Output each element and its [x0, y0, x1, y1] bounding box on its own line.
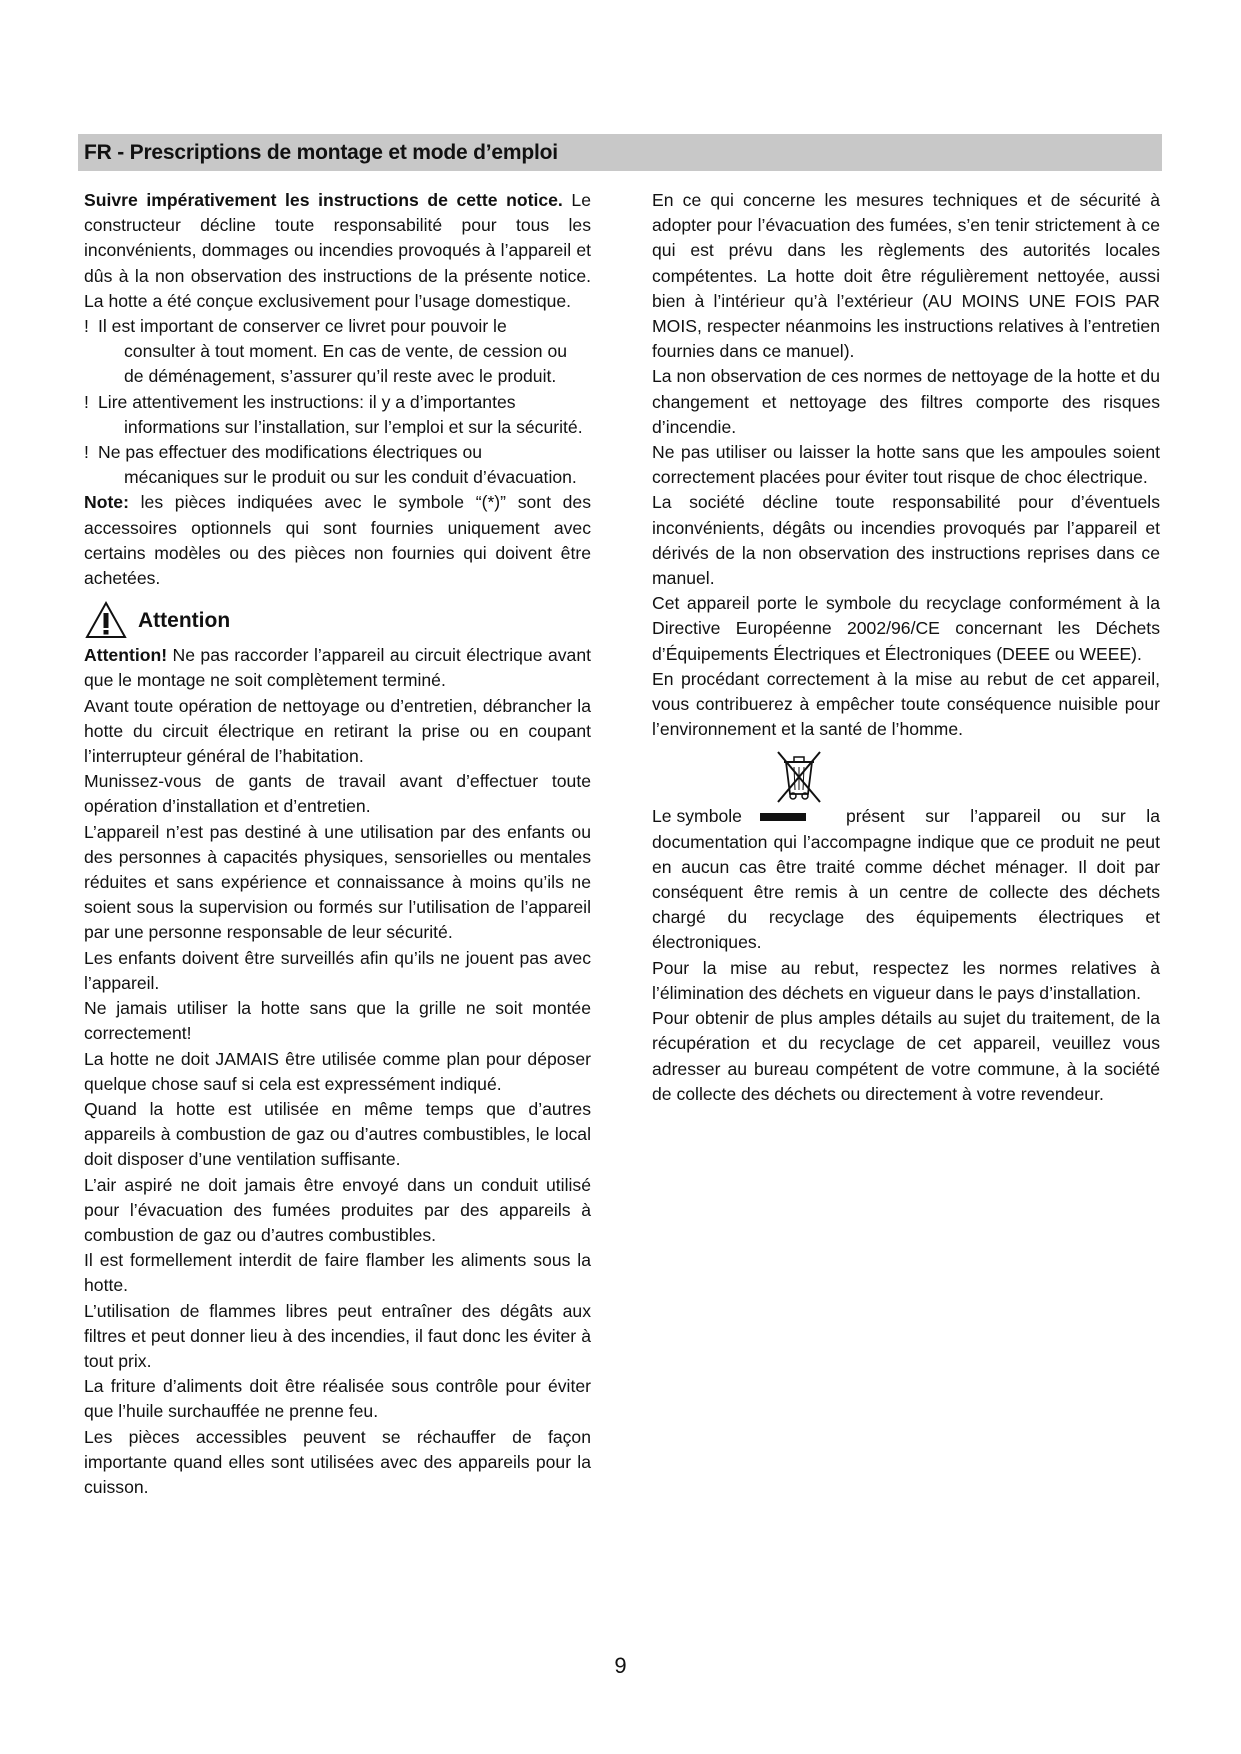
paragraph: Ne jamais utiliser la hotte sans que la grille ne soit montée correctement! — [84, 998, 591, 1044]
attention-text: Ne pas raccorder l’appareil au circuit électrique avant que le montage ne soit complètement terminé. — [84, 645, 591, 691]
warning-bullet — [84, 440, 591, 490]
paragraph: Pour la mise au rebut, respectez les normes relatives à l’élimination des déchets en vigueur dans le pays d’installation. — [652, 957, 1160, 1003]
bullet-first-line: Ne pas effectuer des modifications électriques ou — [98, 442, 483, 463]
black-bar-icon — [760, 813, 806, 821]
paragraph: Avant toute opération de nettoyage ou d’entretien, débrancher la hotte du circuit électrique en retirant la prise ou en coupant l’interrupteur général de l’habitation. — [84, 695, 591, 767]
paragraph: La non observation de ces normes de nettoyage de la hotte et du changement et nettoyage des filtres comporte des risques d’incendie. — [652, 366, 1160, 437]
attention-title: Attention — [138, 608, 231, 632]
bullet-first-line: Il est important de conserver ce livret pour pouvoir le — [98, 316, 507, 337]
paragraph: L’air aspiré ne doit jamais être envoyé dans un conduit utilisé pour l’évacuation des fumées produites par des appareils à combustion de gaz ou d’autres combustibles. — [84, 1174, 591, 1245]
symbol-after: présent sur l’appareil ou sur la — [845, 806, 1160, 827]
section-title: FR - Prescriptions de montage et mode d’emploi — [84, 141, 558, 164]
paragraph: Les enfants doivent être surveillés afin qu’ils ne jouent pas avec l’appareil. — [84, 947, 591, 993]
bullet-rest: consulter à tout moment. En cas de vente, de cession ou de déménagement, s’assurer qu’il reste avec le produit. — [124, 341, 568, 387]
warning-bullet — [84, 390, 591, 440]
paragraph: Pour obtenir de plus amples détails au sujet du traitement, de la récupération et du recyclage de cet appareil, veuillez vous adresser au bureau compétent de votre commune, à la société de collecte des déchets ou directement à votre revendeur. — [652, 1008, 1160, 1104]
note-paragraph — [84, 490, 591, 591]
paragraph: La friture d’aliments doit être réalisée sous contrôle pour éviter que l’huile surchauffée ne prenne feu. — [84, 1376, 591, 1422]
attention-bold: Attention! — [84, 645, 168, 666]
section-header — [78, 134, 1162, 171]
intro-paragraph — [84, 188, 591, 314]
paragraph: En procédant correctement à la mise au rebut de cet appareil, vous contribuerez à empêcher toute conséquence nuisible pour l’environnement et la santé de l’homme. — [652, 668, 1160, 740]
bullet-rest: mécaniques sur le produit ou sur les conduit d’évacuation. — [124, 467, 577, 488]
page-number: 9 — [614, 1653, 627, 1678]
paragraph: La société décline toute responsabilité pour d’éventuels inconvénients, dégâts ou incendies provoqués par l’appareil et dérivés de la non observation des instructions reprises dans ce manuel. — [652, 492, 1160, 589]
note-text: les pièces indiquées avec le symbole “(*)” sont des accessoires optionnels qui sont fournies uniquement avec certains modèles ou des pièces non fournies qui doivent être achetées. — [84, 492, 591, 589]
attention-paragraph — [84, 643, 591, 693]
crossed-bin-icon — [772, 748, 826, 804]
right-column — [652, 188, 1160, 1107]
attention-heading — [84, 599, 591, 641]
note-label: Note: — [84, 492, 129, 513]
bullet-first-line: Lire attentivement les instructions: il y a d’importantes — [98, 391, 516, 412]
exclamation-mark: ! — [84, 391, 89, 412]
symbol-label: Le symbole — [652, 806, 742, 827]
paragraph: La hotte ne doit JAMAIS être utilisée comme plan pour déposer quelque chose sauf si cela est expressément indiqué. — [84, 1048, 591, 1094]
intro-text: Le constructeur décline toute responsabilité pour tous les inconvénients, dommages ou incendies provoqués à l’appareil et dûs à la non observation des instructions de la présente notice. La hotte a été conçue exclusivement pour l’usage domestique. — [84, 190, 591, 311]
paragraph: L’appareil n’est pas destiné à une utilisation par des enfants ou des personnes à capacités physiques, sensorielles ou mentales réduites et sans expérience et connaissance à moins qu’ils ne soient sous la supervision ou formés sur l’utilisation de l’appareil par une personne responsable de leur sécurité. — [84, 821, 591, 943]
left-column — [84, 188, 591, 1500]
paragraph: En ce qui concerne les mesures techniques et de sécurité à adopter pour l’évacuation des fumées, s’en tenir strictement à ce qui est prévu dans les règlements des autorités locales compétentes. La hotte doit être régulièrement nettoyée, aussi bien à l’intérieur qu’à l’extérieur (AU MOINS UNE FOIS PAR MOIS, respecter néanmoins les instructions relatives à l’entretien fournies dans ce manuel). — [652, 190, 1160, 362]
exclamation-mark: ! — [84, 442, 89, 463]
paragraph: Il est formellement interdit de faire flamber les aliments sous la hotte. — [84, 1250, 591, 1296]
exclamation-mark: ! — [84, 316, 89, 337]
paragraph: Munissez-vous de gants de travail avant d’effectuer toute opération d’installation et d’entretien. — [84, 771, 591, 817]
warning-triangle-icon — [84, 600, 128, 640]
paragraph: Les pièces accessibles peuvent se réchauffer de façon importante quand elles sont utilisées avec des appareils pour la cuisson. — [84, 1426, 591, 1497]
symbol-paragraph: documentation qui l’accompagne indique que ce produit ne peut en aucun cas être traité comme déchet ménager. Il doit par conséquent être remis à un centre de collecte des déchets chargé du recyclage des équipements électriques et électroniques. — [652, 831, 1160, 953]
paragraph: L’utilisation de flammes libres peut entraîner des dégâts aux filtres et peut donner lieu à des incendies, il faut donc les éviter à tout prix. — [84, 1300, 591, 1371]
paragraph: Cet appareil porte le symbole du recyclage conformément à la Directive Européenne 2002/96/CE concernant les Déchets d’Équipements Électriques et Électroniques (DEEE ou WEEE). — [652, 593, 1160, 664]
bullet-rest: informations sur l’installation, sur l’emploi et sur la sécurité. — [124, 416, 583, 437]
paragraph: Ne pas utiliser ou laisser la hotte sans que les ampoules soient correctement placées pour éviter tout risque de choc électrique. — [652, 442, 1160, 488]
intro-bold: Suivre impérativement les instructions de cette notice. — [84, 190, 563, 210]
paragraph: Quand la hotte est utilisée en même temps que d’autres appareils à combustion de gaz ou d’autres combustibles, le local doit disposer d’une ventilation suffisante. — [84, 1098, 591, 1170]
symbol-line — [652, 804, 1160, 829]
warning-bullet — [84, 314, 591, 390]
